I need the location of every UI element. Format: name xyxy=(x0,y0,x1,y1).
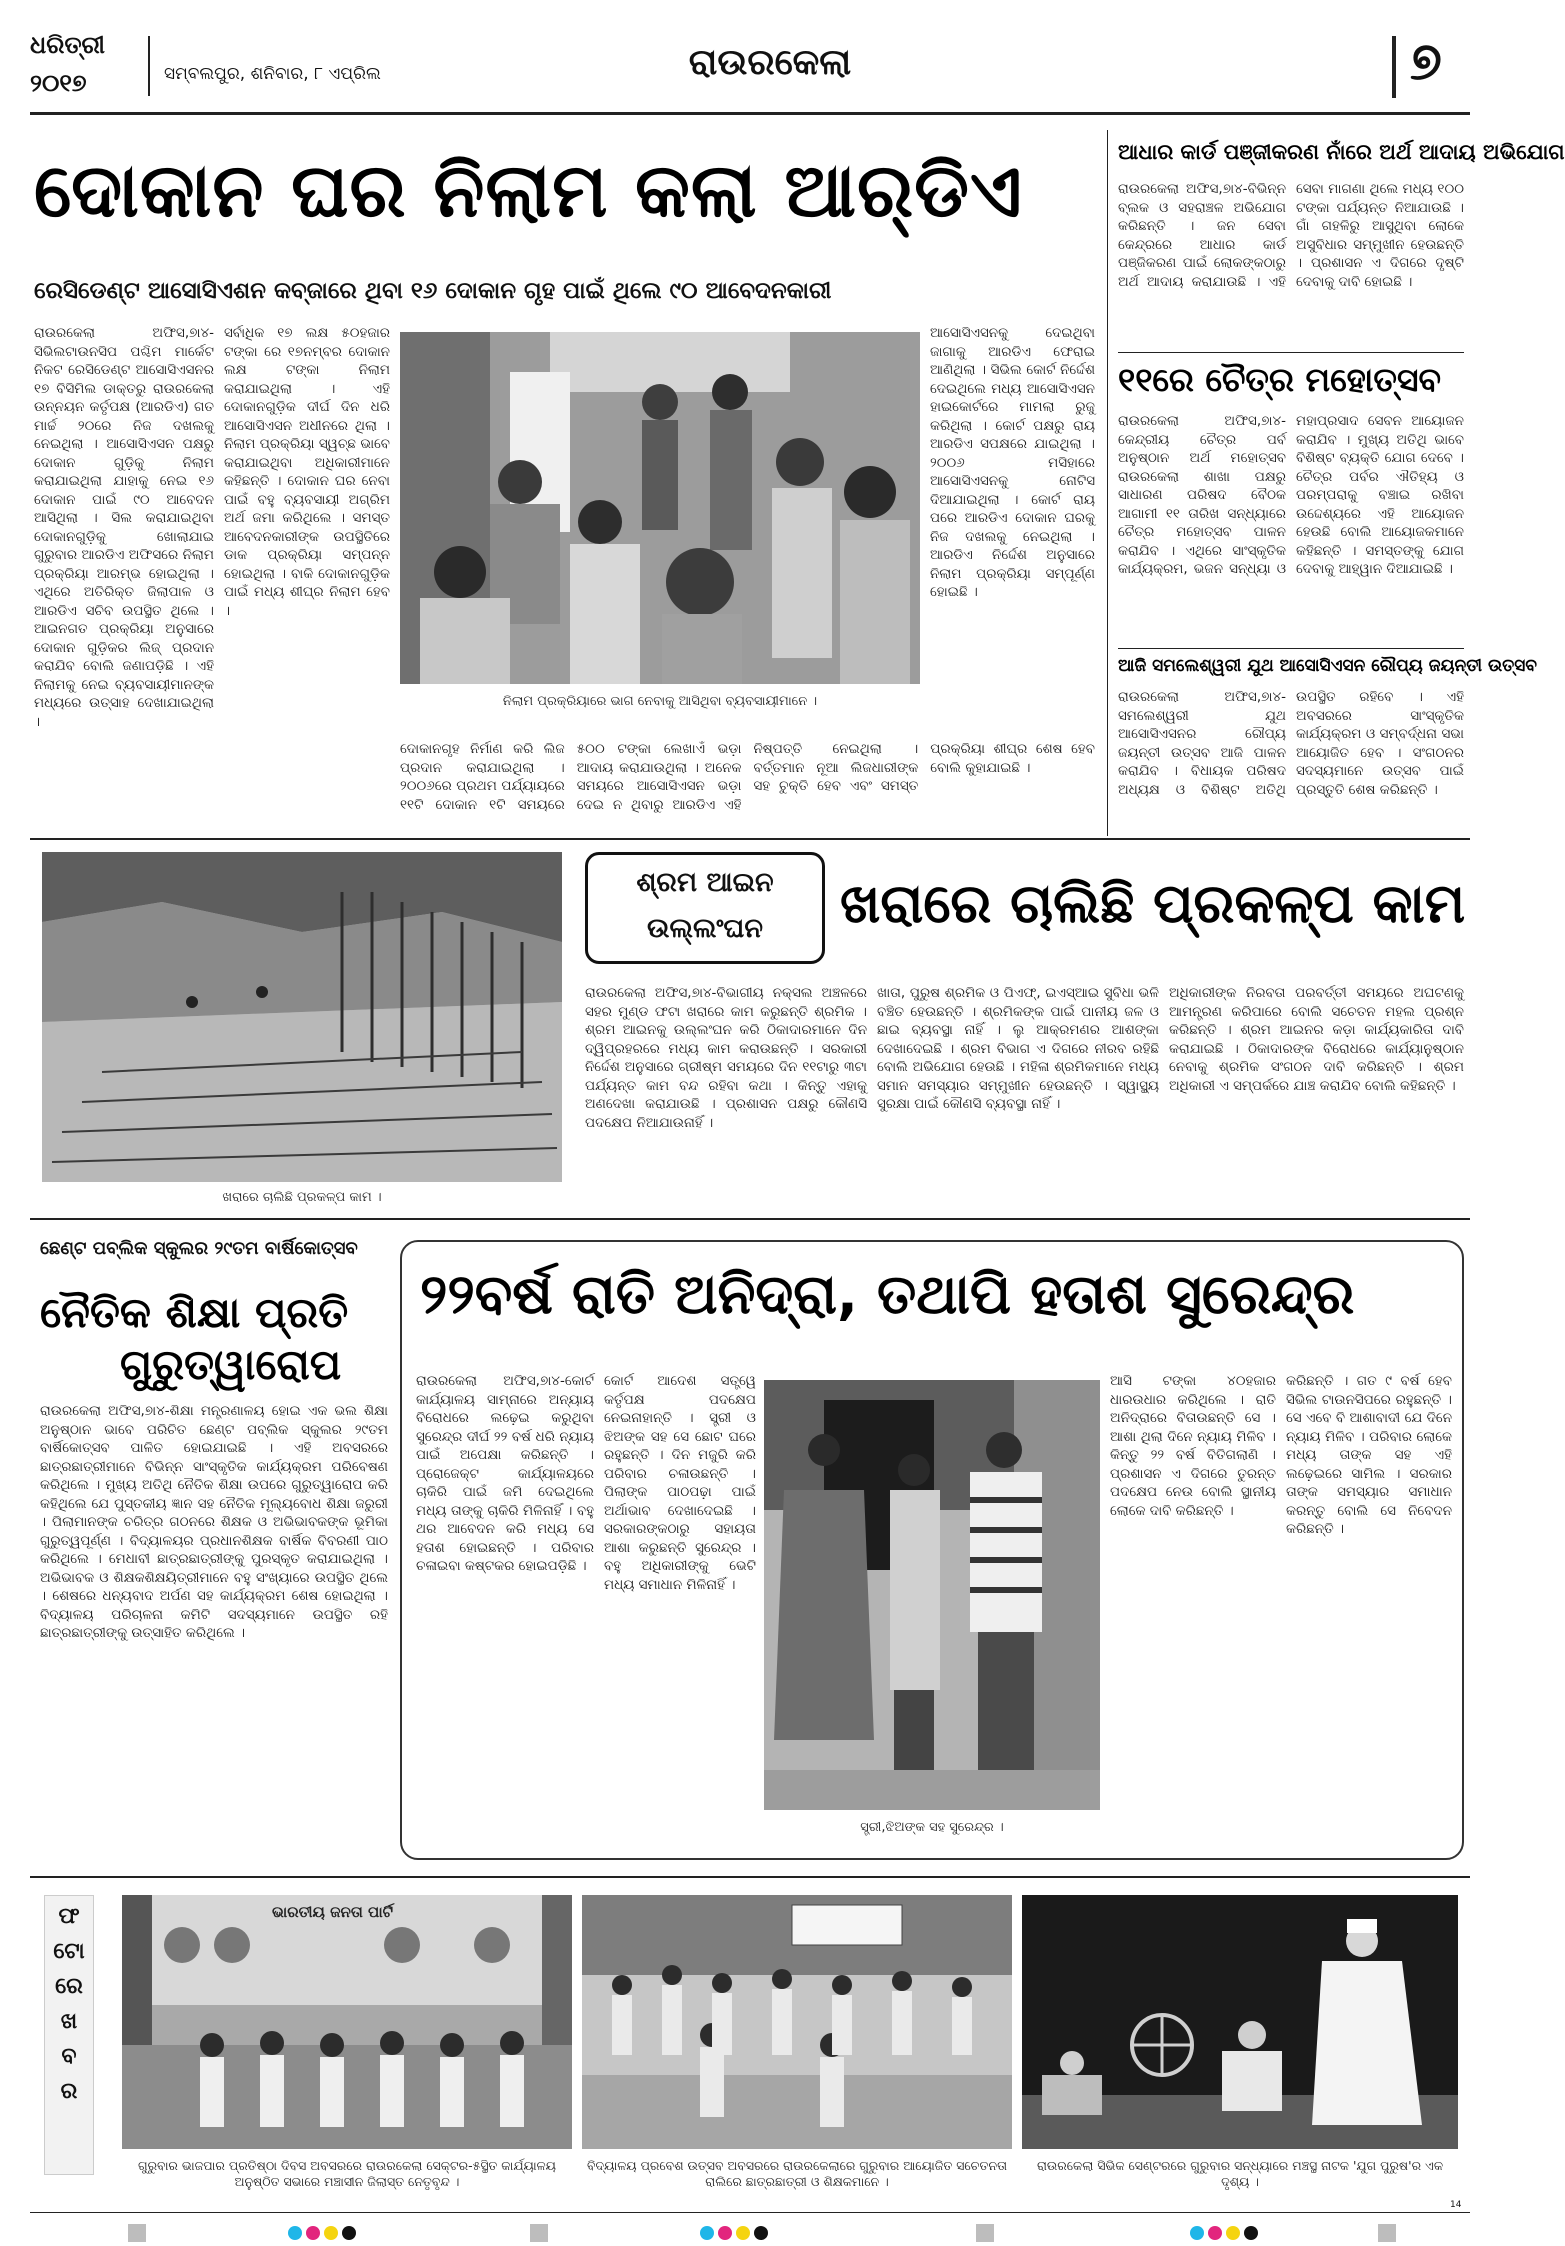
labour-kicker-box xyxy=(585,852,825,964)
registration-dot-cyan xyxy=(700,2226,714,2240)
registration-square xyxy=(128,2224,146,2242)
construction-photo xyxy=(42,852,562,1182)
youth-body: ରାଉରକେଲା ଅଫିସ,୭ା୪-ସମଲେଶ୍ୱରୀ ଯୁଥ ଆସୋସିଏସନର ରୌପ୍ୟ ଜୟନ୍ତୀ ଉତ୍ସବ ଆଜି ପାଳନ କରାଯିବ । ବିଧାୟକ ପରିଷଦ ଅଧ୍ୟକ୍ଷ ଓ ବିଶିଷ୍ଟ ଅତିଥି ଉପସ୍ଥିତ ରହିବେ । ଏହି ଅବସରରେ ସାଂସ୍କୃତିକ କାର୍ଯ୍ୟକ୍ରମ ଓ ସମ୍ବର୍ଦ୍ଧନା ସଭା ଆୟୋଜିତ ହେବ । ସଂଗଠନର ସଦସ୍ୟମାନେ ଉତ୍ସବ ପାଇଁ ପ୍ରସ୍ତୁତି ଶେଷ କରିଛନ୍ତି । xyxy=(1118,689,1464,798)
bottom-rule xyxy=(30,2212,1470,2213)
registration-dot-cyan xyxy=(1190,2226,1204,2240)
lead-photo xyxy=(400,332,920,684)
chaitra-rule xyxy=(1118,648,1464,649)
registration-square xyxy=(976,2224,994,2242)
school-body: ରାଉରକେଲା ଅଫିସ,୭ା୪-ଶିକ୍ଷା ମନ୍ତ୍ରଣାଳୟ ହୋଇ ଏକ ଭଲ ଶିକ୍ଷା ଅନୁଷ୍ଠାନ ଭାବେ ପରିଚିତ ଛେଣ୍ଟ ପବ୍ଲିକ ସ୍କୁଲର ୨୯ତମ ବାର୍ଷିକୋତ୍ସବ ପାଳିତ ହୋଇଯାଇଛି । ଏହି ଅବସରରେ ଛାତ୍ରଛାତ୍ରୀମାନେ ବିଭିନ୍ନ ସାଂସ୍କୃତିକ କାର୍ଯ୍ୟକ୍ରମ ପରିବେଷଣ କରିଥିଲେ । ମୁଖ୍ୟ ଅତିଥି ନୈତିକ ଶିକ୍ଷା ଉପରେ ଗୁରୁତ୍ୱାରୋପ କରି କହିଥିଲେ ଯେ ପୁସ୍ତକୀୟ ଜ୍ଞାନ ସହ ନୈତିକ ମୂଲ୍ୟବୋଧ ଶିକ୍ଷା ଜରୁରୀ । ପିଲାମାନଙ୍କ ଚରିତ୍ର ଗଠନରେ ଶିକ୍ଷକ ଓ ଅଭିଭାବକଙ୍କ ଭୂମିକା ଗୁରୁତ୍ୱପୂର୍ଣ୍ଣ । ବିଦ୍ୟାଳୟର ପ୍ରଧାନଶିକ୍ଷକ ବାର୍ଷିକ ବିବରଣୀ ପାଠ କରିଥିଲେ । ମେଧାବୀ ଛାତ୍ରଛାତ୍ରୀଙ୍କୁ ପୁରସ୍କୃତ କରାଯାଇଥିଲା । ଅଭିଭାବକ ଓ ଶିକ୍ଷକଶିକ୍ଷୟିତ୍ରୀମାନେ ବହୁ ସଂଖ୍ୟାରେ ଉପସ୍ଥିତ ଥିଲେ । ଶେଷରେ ଧନ୍ୟବାଦ ଅର୍ପଣ ସହ କାର୍ଯ୍ୟକ୍ରମ ଶେଷ ହୋଇଥିଲା । ବିଦ୍ୟାଳୟ ପରିଚାଳନା କମିଟି ସଦସ୍ୟମାନେ ଉପସ୍ଥିତ ରହି ଛାତ୍ରଛାତ୍ରୀଙ୍କୁ ଉତ୍ସାହିତ କରିଥିଲେ । xyxy=(40,1403,388,1641)
registration-dot-magenta xyxy=(306,2226,320,2240)
aadhaar-body: ରାଉରକେଲା ଅଫିସ,୭ା୪-ବିଭିନ୍ନ ବ୍ଲକ ଓ ସହରାଞ୍ଚଳ ଅଭିଯୋଗ କରିଛନ୍ତି । ଜନ ସେବା କେନ୍ଦ୍ରରେ ଆଧାର କାର୍ଡ ପଞ୍ଜିକରଣ ପାଇଁ ଲୋକଙ୍କଠାରୁ ଅର୍ଥ ଆଦାୟ କରାଯାଉଛି । ଏହି ସେବା ମାଗଣା ଥିଲେ ମଧ୍ୟ ୧୦୦ ଟଙ୍କା ପର୍ଯ୍ୟନ୍ତ ନିଆଯାଉଛି । ଗାଁ ଗହଳିରୁ ଆସୁଥିବା ଲୋକେ ଅସୁବିଧାର ସମ୍ମୁଖୀନ ହେଉଛନ୍ତି । ପ୍ରଶାସନ ଏ ଦିଗରେ ଦୃଷ୍ଟି ଦେବାକୁ ଦାବି ହୋଇଛି । xyxy=(1118,181,1464,290)
registration-dot-black xyxy=(754,2226,768,2240)
surendra-photo-caption: ସ୍ତ୍ରୀ,ଝିଅଙ୍କ ସହ ସୁରେନ୍ଦ୍ର । xyxy=(860,1820,1004,1835)
surendra-col-4: କରିଛନ୍ତି । ଗତ ୯ ବର୍ଷ ହେବ ସିଭିଲ ଟାଉନସିପରେ ରହୁଛନ୍ତି । ସେ ଏବେ ବି ଆଶାବାଦୀ ଯେ ଦିନେ ନ୍ୟାୟ ମିଳିବ । ପରିବାର ଲୋକେ ମଧ୍ୟ ତାଙ୍କ ସହ ଏହି ଲଢ଼େଇରେ ସାମିଲ । ସରକାର ତାଙ୍କ ସମସ୍ୟାର ସମାଧାନ କରନ୍ତୁ ବୋଲି ସେ ନିବେଦନ କରିଛନ୍ତି । xyxy=(1286,1373,1452,1537)
chaitra-body: ରାଉରକେଲା ଅଫିସ,୭ା୪-କେନ୍ଦ୍ରୀୟ ଚୈତ୍ର ପର୍ବ ଅନୁଷ୍ଠାନ ଅର୍ଥ ମହୋତ୍ସବ ରାଉରକେଲା ଶାଖା ପକ୍ଷରୁ ସାଧାରଣ ପରିଷଦ ବୈଠକ ଆଗାମୀ ୧୧ ତାରିଖ ସନ୍ଧ୍ୟାରେ ଚୈତ୍ର ମହୋତ୍ସବ ପାଳନ କରାଯିବ । ଏଥିରେ ସାଂସ୍କୃତିକ କାର୍ଯ୍ୟକ୍ରମ, ଭଜନ ସନ୍ଧ୍ୟା ଓ ମହାପ୍ରସାଦ ସେବନ ଆୟୋଜନ କରାଯିବ । ମୁଖ୍ୟ ଅତିଥି ଭାବେ ବିଶିଷ୍ଟ ବ୍ୟକ୍ତି ଯୋଗ ଦେବେ । ଚୈତ୍ର ପର୍ବର ଐତିହ୍ୟ ଓ ପରମ୍ପରାକୁ ବଞ୍ଚାଇ ରଖିବା ଉଦ୍ଦେଶ୍ୟରେ ଏହି ଆୟୋଜନ ହେଉଛି ବୋଲି ଆୟୋଜକମାନେ କହିଛନ୍ତି । ସମସ୍ତଙ୍କୁ ଯୋଗ ଦେବାକୁ ଆହ୍ୱାନ ଦିଆଯାଇଛି । xyxy=(1118,413,1464,577)
lead-col-3: ଆସୋସିଏସନକୁ ଦେଇଥିବା ଜାଗାକୁ ଆରଡିଏ ଫେରାଇ ଆଣିଥିଲା । ସିଭିଲ କୋର୍ଟ ନିର୍ଦ୍ଦେଶ ଦେଇଥିଲେ ମଧ୍ୟ ଆସୋସିଏସନ ହାଇକୋର୍ଟରେ ମାମଲା ରୁଜୁ କରିଥିଲା । କୋର୍ଟ ପକ୍ଷରୁ ରାୟ ଆରଡିଏ ସପକ୍ଷରେ ଯାଇଥିଲା । ୨୦୦୬ ମସିହାରେ ଆସୋସିଏସନକୁ ନୋଟିସ ଦିଆଯାଇଥିଲା । କୋର୍ଟ ରାୟ ପରେ ଆରଡିଏ ଦୋକାନ ଘରକୁ ନିଜ ଦଖଲକୁ ନେଇଥିଲା । ଆରଡିଏ ନିର୍ଦ୍ଦେଶ ଅନୁସାରେ ନିଲାମ ପ୍ରକ୍ରିୟା ସମ୍ପୂର୍ଣ୍ଣ ହୋଇଛି । xyxy=(930,325,1095,600)
school-headline-line1: ନୈତିକ ଶିକ୍ଷା ପ୍ରତି xyxy=(40,1288,349,1337)
edition-name: ରାଉରକେଲା xyxy=(688,42,852,83)
photo-news-side-label xyxy=(44,1895,94,2175)
lead-col-1: ରାଉରକେଲା ଅଫିସ,୭ା୪- ସିଭିଲଟାଉନସିପ ପଶ୍ଚିମ ମାର୍କେଟ ନିକଟ ରେସିଡେଣ୍ଟ ଆସୋସିଏସନର ୧୭ ବିସିମିଲ ଡାକ୍ତରୁ ରାଉରକେଲା ଉନ୍ନୟନ କର୍ତୃପକ୍ଷ (ଆରଡିଏ) ଗତ ମାର୍ଚ୍ଚ ୨୦ରେ ନିଜ ଦଖଲକୁ ନେଇଥିଲା । ଆସୋସିଏସନ ପକ୍ଷରୁ ଦୋକାନ ଗୁଡ଼ିକୁ ନିଲାମ କରାଯାଇଥିଲା ଯାହାକୁ ନେଇ ୧୬ ଦୋକାନ ପାଇଁ ୯୦ ଆବେଦନ ଆସିଥିଲା । ସିଲ କରାଯାଇଥିବା ଦୋକାନଗୁଡ଼ିକୁ ଖୋଲାଯାଇ ଗୁରୁବାର ଆରଡିଏ ଅଫିସରେ ନିଲାମ ପ୍ରକ୍ରିୟା ଆରମ୍ଭ ହୋଇଥିଲା । ଏଥିରେ ଅତିରିକ୍ତ ଜିଲାପାଳ ଓ ଆରଡିଏ ସଚିବ ଉପସ୍ଥିତ ଥିଲେ । ଆଇନଗତ ପ୍ରକ୍ରିୟା ଅନୁସାରେ ଦୋକାନ ଗୁଡ଼ିକର ଲିଜ୍ ପ୍ରଦାନ କରାଯିବ ବୋଲି ଜଣାପଡ଼ିଛି । ଏହି ନିଲାମକୁ ନେଇ ବ୍ୟବସାୟୀମାନଙ୍କ ମଧ୍ୟରେ ଉତ୍ସାହ ଦେଖାଯାଇଥିଲା । xyxy=(34,325,214,730)
labour-headline: ଖରାରେ ଚାଲିଛି ପ୍ରକଳ୍ପ କାମ xyxy=(840,872,1466,935)
dateline: ସମ୍ବଲପୁର, ଶନିବାର, ୮ ଏପ୍ରିଲ xyxy=(164,64,381,84)
page-number: ୭ xyxy=(1410,32,1442,92)
side-label-char: ଖ xyxy=(60,2009,78,2034)
surendra-col-2: କୋର୍ଟ ଆଦେଶ ସତ୍ତ୍ୱେ କର୍ତୃପକ୍ଷ ପଦକ୍ଷେପ ନେଇନାହାନ୍ତି । ସ୍ତ୍ରୀ ଓ ଝିଅଙ୍କ ସହ ସେ ଛୋଟ ଘରେ ରହୁଛନ୍ତି । ଦିନ ମଜୁରି କରି ପରିବାର ଚଳାଉଛନ୍ତି । ପିଲାଙ୍କ ପାଠପଢ଼ା ପାଇଁ ଅର୍ଥାଭାବ ଦେଖାଦେଇଛି । ସରକାରଙ୍କଠାରୁ ସହାୟତା ଆଶା କରୁଛନ୍ତି ସୁରେନ୍ଦ୍ର । ବହୁ ଅଧିକାରୀଙ୍କୁ ଭେଟି ମଧ୍ୟ ସମାଧାନ ମିଳିନାହିଁ । xyxy=(604,1373,756,1593)
folio-small: 14 xyxy=(1450,2200,1462,2210)
surendra-col-3: ଆସି ଟଙ୍କା ୪୦ହଜାର ଧାରଉଧାର କରିଥିଲେ । ରାତି ଅନିଦ୍ରାରେ ବିତାଉଛନ୍ତି ସେ । ଆଶା ଥିଲା ଦିନେ ନ୍ୟାୟ ମିଳିବ । କିନ୍ତୁ ୨୨ ବର୍ଷ ବିତିଗଲାଣି । ପ୍ରଶାସନ ଏ ଦିଗରେ ତୁରନ୍ତ ପଦକ୍ଷେପ ନେଉ ବୋଲି ସ୍ଥାନୀୟ ଲୋକେ ଦାବି କରିଛନ୍ତି । xyxy=(1110,1373,1276,1519)
side-label-char: ବ xyxy=(61,2044,77,2069)
registration-dot-yellow xyxy=(736,2226,750,2240)
registration-square xyxy=(1378,2224,1396,2242)
labour-col-3: ଅଧିକାରୀଙ୍କ ନିରବତା ପରବର୍ତ୍ତୀ ସମୟରେ ଅଘଟଣକୁ ଆମନ୍ତ୍ରଣ କରିପାରେ ବୋଲି ସଚେତନ ମହଲ ପ୍ରଶ୍ନ କରିଛନ୍ତି । ଶ୍ରମ ଆଇନର କଡ଼ା କାର୍ଯ୍ୟକାରିତା ଦାବି କରାଯାଇଛି । ଠିକାଦାରଙ୍କ ବିରୋଧରେ କାର୍ଯ୍ୟାନୁଷ୍ଠାନ ନେବାକୁ ଶ୍ରମିକ ସଂଗଠନ ଦାବି କରିଛନ୍ତି । ଶ୍ରମ ଅଧିକାରୀ ଏ ସମ୍ପର୍କରେ ଯାଞ୍ଚ କରାଯିବ ବୋଲି କହିଛନ୍ତି । xyxy=(1169,985,1464,1094)
section-rule-2 xyxy=(30,1218,1470,1220)
registration-dot-magenta xyxy=(1208,2226,1222,2240)
paper-logo: ଧରିତ୍ରୀ xyxy=(30,30,105,59)
registration-dot-yellow xyxy=(1226,2226,1240,2240)
photo-news-caption-3: ରାଉରକେଲା ସିଭିକ ସେଣ୍ଟରରେ ଗୁରୁବାର ସନ୍ଧ୍ୟାରେ ମଞ୍ଚସ୍ଥ ନାଟକ 'ଯୁଗ ପୁରୁଷ'ର ଏକ ଦୃଶ୍ୟ । xyxy=(1036,2158,1444,2189)
labour-col-1: ରାଉରକେଲା ଅଫିସ,୭ା୪-ବିଭାଗୀୟ ନକ୍ସଲ ଅଞ୍ଚଳରେ ସହର ମୁଣ୍ଡ ଫଟା ଖରାରେ କାମ କରୁଛନ୍ତି ଶ୍ରମିକ । ଶ୍ରମ ଆଇନକୁ ଉଲ୍ଲଂଘନ କରି ଠିକାଦାରମାନେ ଦିନ ଦ୍ୱିପ୍ରହରରେ ମଧ୍ୟ କାମ କରାଉଛନ୍ତି । ସରକାରୀ ନିର୍ଦ୍ଦେଶ ଅନୁସାରେ ଗ୍ରୀଷ୍ମ ସମୟରେ ଦିନ ୧୧ଟାରୁ ୩ଟା ପର୍ଯ୍ୟନ୍ତ କାମ ବନ୍ଦ ରହିବା କଥା । କିନ୍ତୁ ଏହାକୁ ଅଣଦେଖା କରାଯାଉଛି । ପ୍ରଶାସନ ପକ୍ଷରୁ କୌଣସି ପଦକ୍ଷେପ ନିଆଯାଉନାହିଁ । xyxy=(585,985,867,1131)
section-rule-1 xyxy=(30,838,1470,840)
registration-dot-black xyxy=(342,2226,356,2240)
drama-scene-photo xyxy=(1022,1895,1458,2149)
school-headline-line2: ଗୁରୁତ୍ୱାରୋପ xyxy=(120,1340,342,1389)
labour-col-2: ଖାତା, ପୁରୁଷ ଶ୍ରମିକ ଓ ପିଏଫ୍, ଇଏସ୍ଆଇ ସୁବିଧା ଭଳି ବଞ୍ଚିତ ହେଉଛନ୍ତି । ଶ୍ରମିକଙ୍କ ପାଇଁ ପାନୀୟ ଜଳ ଓ ଛାଇ ବ୍ୟବସ୍ଥା ନାହିଁ । ଲୁ ଆକ୍ରମଣର ଆଶଙ୍କା ଦେଖାଦେଇଛି । ଶ୍ରମ ବିଭାଗ ଏ ଦିଗରେ ନୀରବ ରହିଛି ବୋଲି ଅଭିଯୋଗ ହେଉଛି । ମହିଳା ଶ୍ରମିକମାନେ ମଧ୍ୟ ସମାନ ସମସ୍ୟାର ସମ୍ମୁଖୀନ ହେଉଛନ୍ତି । ସ୍ୱାସ୍ଥ୍ୟ ସୁରକ୍ଷା ପାଇଁ କୌଣସି ବ୍ୟବସ୍ଥା ନାହିଁ । xyxy=(877,985,1159,1112)
school-kicker: ଛେଣ୍ଟ ପବ୍ଲିକ ସ୍କୁଲର ୨୯ତମ ବାର୍ଷିକୋତ୍ସବ xyxy=(40,1238,358,1259)
school-rally-photo xyxy=(582,1895,1012,2149)
side-label-char: ର xyxy=(60,2079,78,2104)
side-label-char: ଟୋ xyxy=(53,1939,85,1964)
lead-bottom-strip: ଦୋକାନଗୃହ ନିର୍ମାଣ କରି ଲିଜ ପ୍ରଦାନ କରାଯାଇଥିଲା । ୨୦୦୬ରେ ପ୍ରଥମ ପର୍ଯ୍ୟାୟରେ ୧୧ଟି ଦୋକାନ ୧ଟି ସମୟରେ ୫୦୦ ଟଙ୍କା ଲେଖାଏଁ ଭଡ଼ା ଆଦାୟ କରାଯାଉଥିଲା । ଅନେକ ସମୟରେ ଆସୋସିଏସନ ଭଡ଼ା ଦେଇ ନ ଥିବାରୁ ଆରଡିଏ ଏହି ନିଷ୍ପତ୍ତି ନେଇଥିଲା । ବର୍ତ୍ତମାନ ନୂଆ ଲିଜଧାରୀଙ୍କ ସହ ଚୁକ୍ତି ହେବ ଏବଂ ସମସ୍ତ ପ୍ରକ୍ରିୟା ଶୀଘ୍ର ଶେଷ ହେବ ବୋଲି କୁହାଯାଇଛି । xyxy=(400,741,1095,813)
surendra-family-photo xyxy=(764,1380,1100,1810)
page-number-divider xyxy=(1392,36,1396,98)
construction-photo-caption: ଖରାରେ ଚାଲିଛି ପ୍ରକଳ୍ପ କାମ । xyxy=(222,1190,382,1205)
labour-kicker-line2: ଉଲ୍ଲଂଘନ xyxy=(647,913,763,944)
photo-news-caption-1: ଗୁରୁବାର ଭାଜପାର ପ୍ରତିଷ୍ଠା ଦିବସ ଅବସରରେ ରାଉରକେଲା ସେକ୍ଟର-୫ସ୍ଥିତ କାର୍ଯ୍ୟାଳୟ ଅନୁଷ୍ଠିତ ସଭାରେ ମଞ୍ଚାସୀନ ଜିଲାସ୍ତ ନେତୃବୃନ୍ଦ । xyxy=(137,2158,556,2189)
lead-headline: ଦୋକାନ ଘର ନିଲାମ କଲା ଆର୍‌ଡିଏ xyxy=(34,148,1023,234)
masthead-year: ୨୦୧୭ xyxy=(30,68,87,97)
lead-subhead: ରେସିଡେଣ୍ଟ ଆସୋସିଏଶନ କବ୍‌ଜାରେ ଥିବା ୧୬ ଦୋକାନ ଗୃହ ପାଇଁ ଥିଲେ ୯୦ ଆବେଦନକାରୀ xyxy=(34,278,832,304)
lead-col-2: ସର୍ବାଧିକ ୧୭ ଲକ୍ଷ ୫୦ହଜାର ଟଙ୍କା ରେ ୧୭ନମ୍ବର ଦୋକାନ ଲକ୍ଷ ଟଙ୍କା ନିଲାମ କରାଯାଇଥିଲା । ଏହି ଦୋକାନଗୁଡ଼ିକ ଦୀର୍ଘ ଦିନ ଧରି ଆସୋସିଏସନ ଅଧୀନରେ ଥିଲା । ନିଲାମ ପ୍ରକ୍ରିୟା ସ୍ୱଚ୍ଛ ଭାବେ କରାଯାଇଥିବା ଅଧିକାରୀମାନେ କହିଛନ୍ତି । ଦୋକାନ ଘର ନେବା ପାଇଁ ବହୁ ବ୍ୟବସାୟୀ ଅଗ୍ରିମ ଅର୍ଥ ଜମା କରିଥିଲେ । ସମସ୍ତ ଆବେଦନକାରୀଙ୍କ ଉପସ୍ଥିତିରେ ଡାକ ପ୍ରକ୍ରିୟା ସମ୍ପନ୍ନ ହୋଇଥିଲା । ବାକି ଦୋକାନଗୁଡ଼ିକ ପାଇଁ ମଧ୍ୟ ଶୀଘ୍ର ନିଲାମ ହେବ । xyxy=(224,325,390,619)
chaitra-headline: ୧୧ରେ ଚୈତ୍ର ମହୋତ୍ସବ xyxy=(1118,360,1441,399)
bjp-meeting-photo xyxy=(122,1895,572,2149)
lead-photo-caption: ନିଲାମ ପ୍ରକ୍ରିୟାରେ ଭାଗ ନେବାକୁ ଆସିଥିବା ବ୍ୟବସାୟୀମାନେ । xyxy=(502,694,818,709)
masthead-rule xyxy=(30,112,1470,115)
registration-dot-cyan xyxy=(288,2226,302,2240)
surendra-headline: ୨୨ବର୍ଷ ରାତି ଅନିଦ୍ରା, ତଥାପି ହତାଶ ସୁରେନ୍ଦ୍ର xyxy=(420,1262,1355,1326)
registration-dot-magenta xyxy=(718,2226,732,2240)
aadhaar-rule xyxy=(1118,352,1464,353)
registration-dot-yellow xyxy=(324,2226,338,2240)
registration-dot-black xyxy=(1244,2226,1258,2240)
lead-right-divider xyxy=(1107,130,1108,836)
section-rule-3 xyxy=(30,1876,1470,1878)
surendra-col-1: ରାଉରକେଲା ଅଫିସ,୭ା୪-କୋର୍ଟ କାର୍ଯ୍ୟାଳୟ ସାମ୍ନାରେ ଅନ୍ୟାୟ ବିରୋଧରେ ଲଢ଼େଇ କରୁଥିବା ସୁରେନ୍ଦ୍ର ଦୀର୍ଘ ୨୨ ବର୍ଷ ଧରି ନ୍ୟାୟ ପାଇଁ ଅପେକ୍ଷା କରିଛନ୍ତି । ପ୍ରୋଜେକ୍ଟ କାର୍ଯ୍ୟାଳୟରେ ଚାକିରି ପାଇଁ ଜମି ଦେଇଥିଲେ ମଧ୍ୟ ତାଙ୍କୁ ଚାକିରି ମିଳିନାହିଁ । ବହୁ ଥର ଆବେଦନ କରି ମଧ୍ୟ ସେ ହତାଶ ହୋଇଛନ୍ତି । ପରିବାର ଚଳାଇବା କଷ୍ଟକର ହୋଇପଡ଼ିଛି । xyxy=(416,1373,594,1574)
bjp-banner-text: ଭାରତୀୟ ଜନତା ପାର୍ଟି xyxy=(272,1903,394,1921)
side-label-char: ରେ xyxy=(55,1974,83,1999)
registration-square xyxy=(530,2224,548,2242)
side-label-char: ଫ xyxy=(58,1904,80,1929)
masthead-divider xyxy=(148,36,150,96)
labour-kicker-line1: ଶ୍ରମ ଆଇନ xyxy=(636,867,774,898)
youth-headline: ଆଜି ସମଲେଶ୍ୱରୀ ଯୁଥ ଆସୋସିଏସନ ରୌପ୍ୟ ଜୟନ୍ତୀ ଉତ୍ସବ xyxy=(1118,656,1537,676)
photo-news-caption-2: ବିଦ୍ୟାଳୟ ପ୍ରବେଶ ଉତ୍ସବ ଅବସରରେ ରାଉରକେଲାରେ ଗୁରୁବାର ଆୟୋଜିତ ସଚେତନତା ରାଲିରେ ଛାତ୍ରଛାତ୍ରୀ ଓ ଶିକ୍ଷକମାନେ । xyxy=(586,2158,1008,2189)
masthead xyxy=(30,28,1470,108)
aadhaar-headline: ଆଧାର କାର୍ଡ ପଞ୍ଜୀକରଣ ନାଁରେ ଅର୍ଥ ଆଦାୟ ଅଭିଯୋଗ xyxy=(1118,140,1565,164)
